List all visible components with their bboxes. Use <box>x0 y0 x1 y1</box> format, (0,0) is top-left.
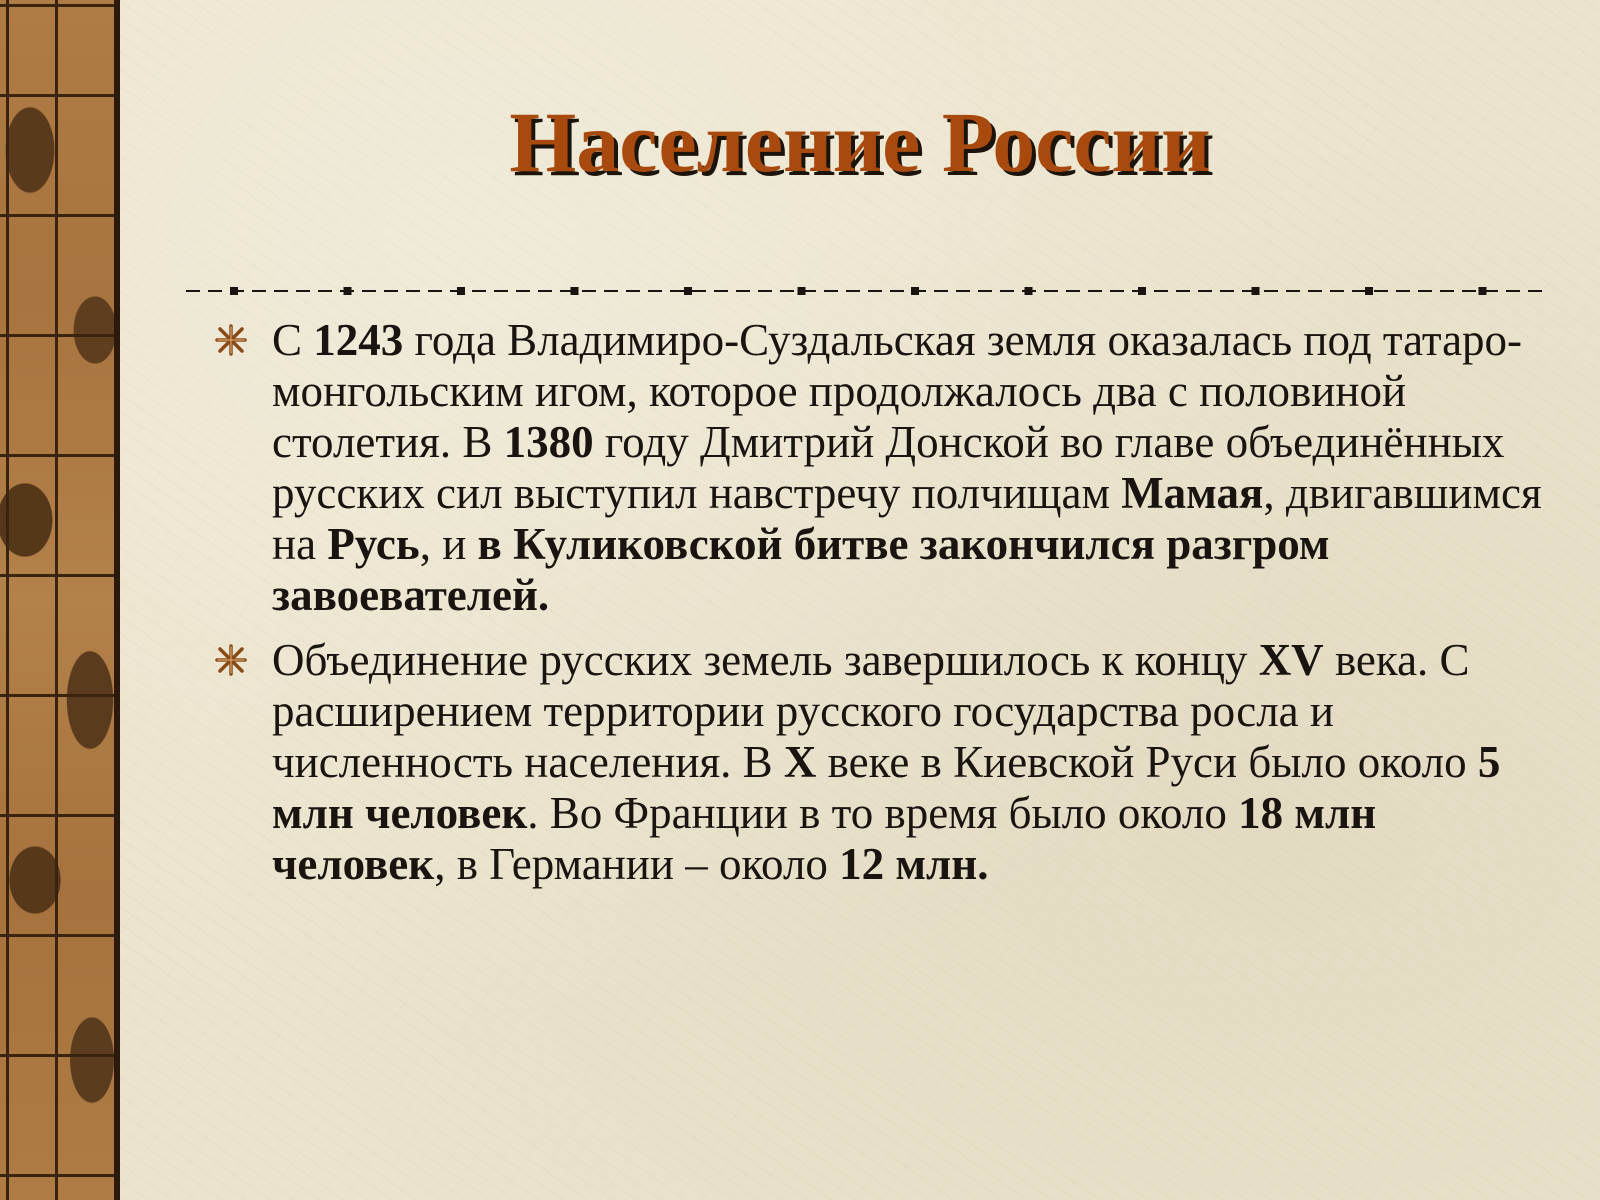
text-segment: века. С расширением территории русского государства росла и численность населения. В <box>272 635 1470 787</box>
divider-dot <box>344 287 352 295</box>
star-burst-icon <box>214 643 248 677</box>
bold-text-segment: 1243 <box>313 315 404 365</box>
border-line <box>0 1054 120 1057</box>
divider-dot <box>1025 287 1033 295</box>
bullet-text <box>272 635 1500 889</box>
slide-content <box>210 315 1550 904</box>
text-segment: , двигавшимся на <box>272 468 1542 569</box>
bold-text-segment: 5 млн человек <box>272 737 1501 838</box>
border-line <box>0 694 120 697</box>
border-line <box>0 814 120 817</box>
text-segment: С <box>272 315 314 365</box>
bullet-text <box>272 315 1542 620</box>
bullet-item <box>210 635 1550 890</box>
border-line <box>0 1174 120 1177</box>
bold-text-segment: XV <box>1258 635 1324 685</box>
star-burst-icon <box>214 323 248 357</box>
divider-dot <box>1252 287 1260 295</box>
divider-dot <box>571 287 579 295</box>
slide-title: Население России <box>509 94 1211 190</box>
text-segment: . Во Франции в то время было около <box>527 788 1239 838</box>
text-segment: , в Германии – около <box>434 839 840 889</box>
divider-dot <box>230 287 238 295</box>
border-line <box>0 4 120 7</box>
border-line <box>6 0 9 1200</box>
divider-dot <box>1365 287 1373 295</box>
border-line <box>55 0 58 1200</box>
bold-text-segment: Мамая <box>1121 468 1264 518</box>
divider-dot <box>1138 287 1146 295</box>
bullet-item <box>210 315 1550 621</box>
bold-text-segment: X <box>783 737 817 787</box>
bold-text-segment: 1380 <box>503 417 594 467</box>
bold-text-segment: в Куликовской битве закончился разгром завоевателей. <box>272 519 1330 620</box>
divider-dot <box>798 287 806 295</box>
border-line <box>0 574 120 577</box>
border-line <box>0 334 120 337</box>
divider-dot <box>911 287 919 295</box>
text-segment: , и <box>419 519 478 569</box>
text-segment: года Владимиро-Суздальская земля оказалась под татаро-монгольским игом, которое продолжалось два с половиной столетия. В <box>272 315 1523 467</box>
border-edge <box>114 0 120 1200</box>
border-line <box>0 454 120 457</box>
dotted-divider <box>186 284 1548 298</box>
divider-dot <box>684 287 692 295</box>
border-line <box>0 934 120 937</box>
border-line <box>0 214 120 217</box>
decorative-side-border <box>0 0 120 1200</box>
bold-text-segment: 12 млн. <box>839 839 989 889</box>
bold-text-segment: 18 млн человек <box>272 788 1377 889</box>
divider-dot <box>457 287 465 295</box>
text-segment: веке в Киевской Руси было около <box>816 737 1478 787</box>
divider-dot <box>1479 287 1487 295</box>
text-segment: Объединение русских земель завершилось к концу <box>272 635 1259 685</box>
bold-text-segment: Русь <box>327 519 420 569</box>
text-segment: году Дмитрий Донской во главе объединённых русских сил выступил навстречу полчищам <box>272 417 1505 518</box>
border-line <box>0 94 120 97</box>
